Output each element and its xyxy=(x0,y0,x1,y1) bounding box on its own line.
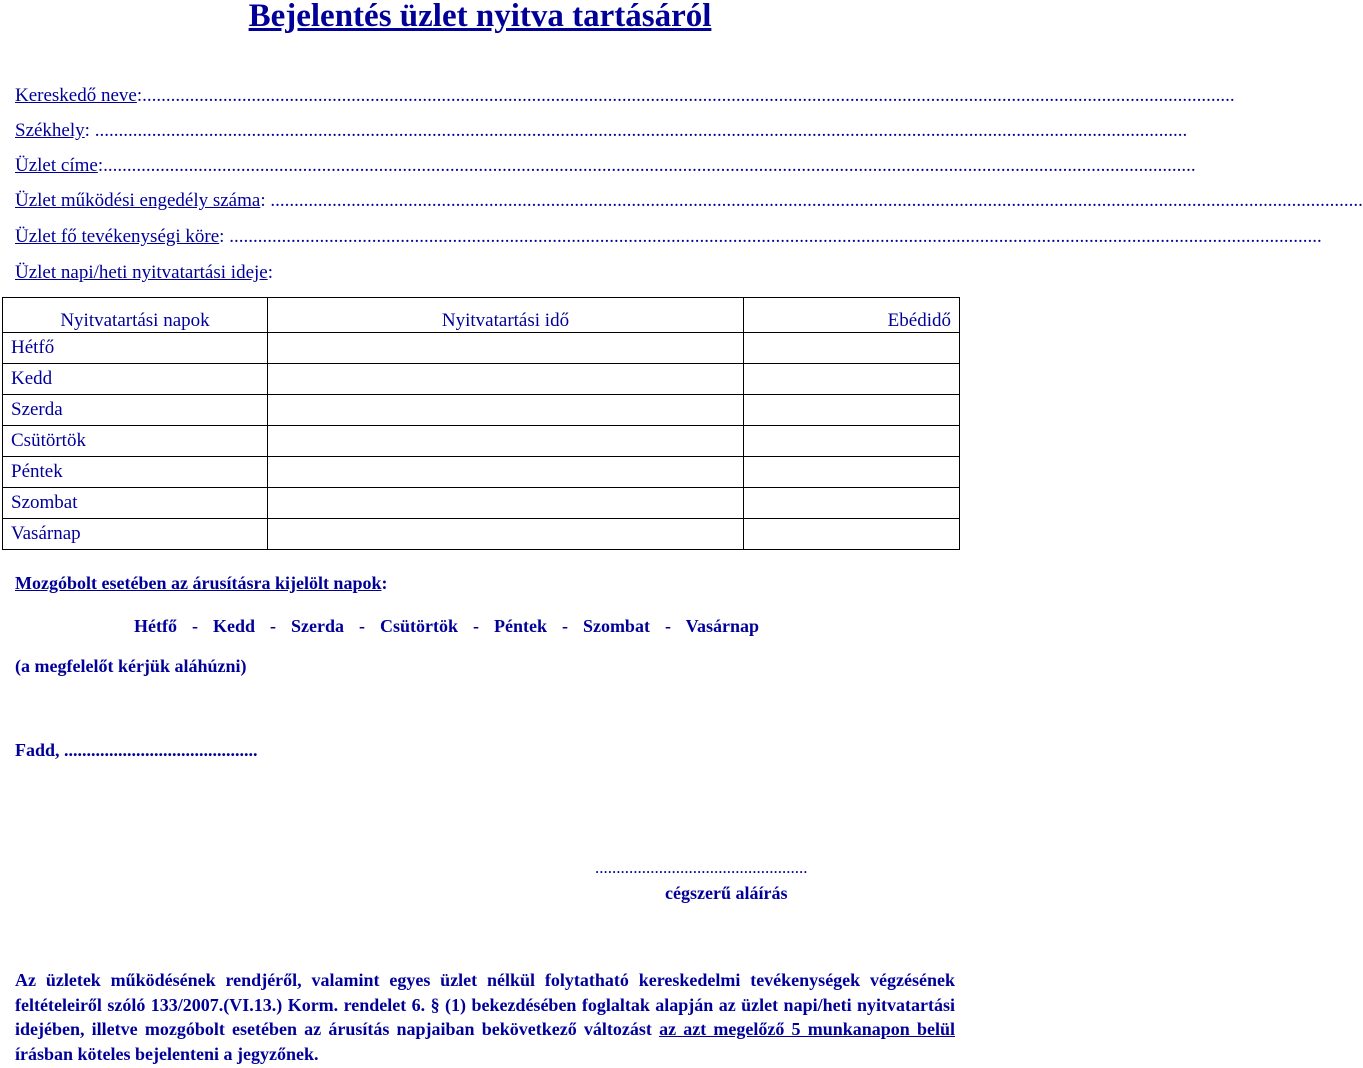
table-row xyxy=(3,426,960,457)
lunch-cell[interactable] xyxy=(744,395,960,426)
table-row xyxy=(3,519,960,550)
field-label: Üzlet működési engedély száma xyxy=(15,190,261,211)
field-label: Üzlet címe xyxy=(15,155,98,176)
hours-cell[interactable] xyxy=(268,426,744,457)
legal-notice: Az üzletek működésének rendjéről, valamint egyes üzlet nélkül folytatható kereskedelmi tevékenységek végzésének feltételeiről szóló 133/2007.(VI.13.) Korm. rendelet 6. § (1) bekezdésében foglaltak alapján az üzlet napi/heti nyitvatartási idejében, illetve mozgóbolt esetében az árusítás napjaiban bekövetkező változást az azt megelőző 5 munkanapon belül írásban köteles bejelenteni a jegyzőnek. xyxy=(15,970,955,1064)
day-cell: Kedd xyxy=(3,364,268,395)
underline-hint: (a megfelelőt kérjük aláhúzni) xyxy=(15,656,247,676)
hours-cell[interactable] xyxy=(268,488,744,519)
field-headquarters[interactable]: Székhely : ...................................................................................................................................................................................................................................... xyxy=(15,120,1188,141)
fill-dots: ...................................................................................................................................................................................................................................... xyxy=(224,226,1322,247)
day-cell: Csütörtök xyxy=(3,426,268,457)
header-lunch: Ebédidő xyxy=(744,298,960,333)
lunch-cell[interactable] xyxy=(744,333,960,364)
field-merchant-name[interactable]: Kereskedő neve : ...................................................................................................................................................................................................................................... xyxy=(15,85,1235,106)
day-cell: Péntek xyxy=(3,457,268,488)
table-row xyxy=(3,457,960,488)
lunch-cell[interactable] xyxy=(744,519,960,550)
table-header-row xyxy=(3,298,960,333)
fill-dots: ...................................................................................................................................................................................................................................... xyxy=(265,190,1363,211)
table-row xyxy=(3,395,960,426)
day-cell: Szerda xyxy=(3,395,268,426)
lunch-cell[interactable] xyxy=(744,488,960,519)
hours-cell[interactable] xyxy=(268,457,744,488)
document-title: Bejelentés üzlet nyitva tartásáról xyxy=(248,0,712,34)
opening-hours-table xyxy=(2,297,960,550)
field-opening-hours-heading: Üzlet napi/heti nyitvatartási ideje : xyxy=(15,262,273,283)
day-cell: Hétfő xyxy=(3,333,268,364)
day-cell: Vasárnap xyxy=(3,519,268,550)
field-label: Üzlet fő tevékenységi köre xyxy=(15,226,220,247)
field-label: Kereskedő neve xyxy=(15,85,137,106)
hours-cell[interactable] xyxy=(268,519,744,550)
field-main-activity[interactable]: Üzlet fő tevékenységi köre : ...................................................................................................................................................................................................................................... xyxy=(15,226,1322,247)
signature-label: cégszerű aláírás xyxy=(665,883,788,903)
header-days: Nyitvatartási napok xyxy=(3,298,268,333)
table-row xyxy=(3,488,960,519)
field-store-address[interactable]: Üzlet címe : ...................................................................................................................................................................................................................................... xyxy=(15,155,1196,176)
fill-dots: ...................................................................................................................................................................................................................................... xyxy=(142,85,1235,106)
field-label: Üzlet napi/heti nyitvatartási ideje xyxy=(15,262,268,283)
fill-dots: ...................................................................................................................................................................................................................................... xyxy=(89,120,1188,141)
hours-cell[interactable] xyxy=(268,395,744,426)
fill-dots: ...................................................................................................................................................................................................................................... xyxy=(103,155,1196,176)
lunch-cell[interactable] xyxy=(744,364,960,395)
signature-line[interactable]: .................................................. xyxy=(595,858,808,877)
field-label: Székhely xyxy=(15,120,85,141)
mobile-store-label: Mozgóbolt esetében az árusításra kijelölt napok: xyxy=(15,573,388,593)
hours-cell[interactable] xyxy=(268,364,744,395)
header-hours: Nyitvatartási idő xyxy=(268,298,744,333)
lunch-cell[interactable] xyxy=(744,457,960,488)
table-row xyxy=(3,333,960,364)
day-cell: Szombat xyxy=(3,488,268,519)
table-row xyxy=(3,364,960,395)
place-date-field[interactable]: Fadd, ........................................... xyxy=(15,740,258,760)
field-permit-number[interactable]: Üzlet működési engedély száma : ...................................................................................................................................................................................................................................... xyxy=(15,190,1363,211)
hours-cell[interactable] xyxy=(268,333,744,364)
lunch-cell[interactable] xyxy=(744,426,960,457)
mobile-store-days[interactable]: Hétfő - Kedd - Szerda - Csütörtök - Péntek - Szombat - Vasárnap xyxy=(134,616,759,636)
